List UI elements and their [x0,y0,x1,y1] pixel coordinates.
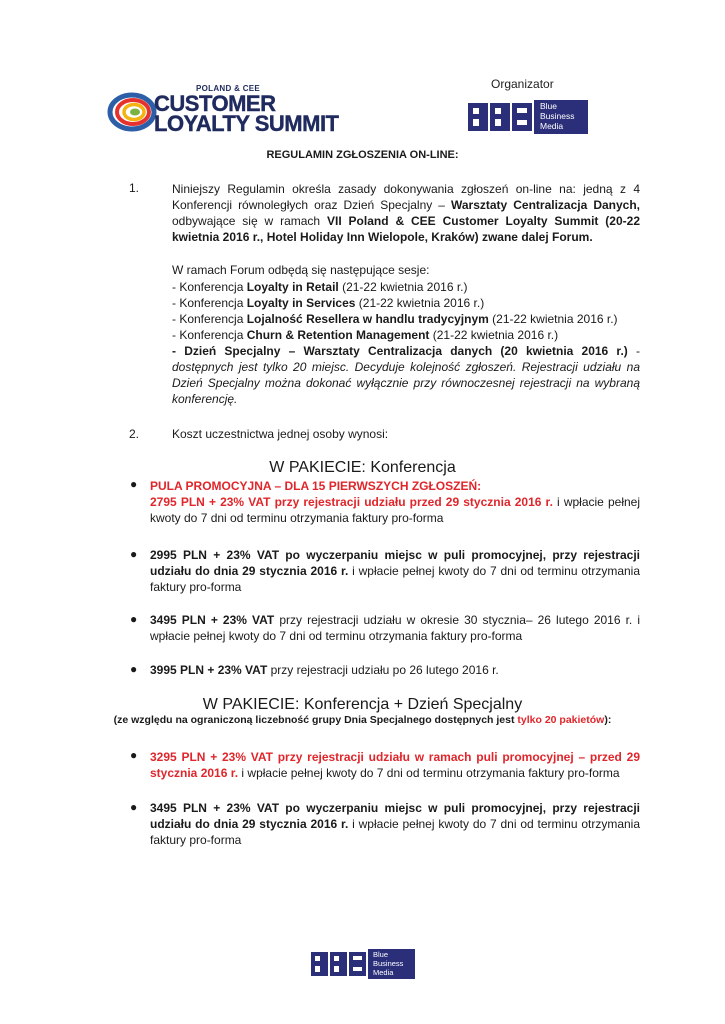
session-item [172,295,640,311]
special-day-item [172,343,640,407]
session-date: (21-22 kwietnia 2016 r.) [429,328,559,342]
session-prefix: - Konferencja [172,328,247,342]
package-2-heading: W PAKIECIE: Konferencja + Dzień Specjalny [202,696,523,713]
session-name: Churn & Retention Management [246,328,430,342]
special-day-note: dostępnych jest tylko 20 miejsc. Decyduje kolejność zgłoszeń. Rejestracji udziału na Dzień Specjalny można dokonać wyłącznie przy równoczesnej rejestracji na wybraną konferencję. [172,360,640,406]
session-date: (21-22 kwietnia 2016 r.) [355,296,485,310]
bbm-logo-line-1: Blue [540,101,558,111]
session-name: Loyalty in Services [246,296,356,310]
p1-text-a: Niniejszy Regulamin określa zasady dokonywania zgłoszeń on-line na: jedną z 4 Konferencji równoległych oraz Dzień Specjalny – [172,182,640,212]
price-terms: i wpłacie pełnej kwoty do 7 dni od terminu otrzymania faktury pro-forma [150,564,641,594]
p1-text-c: odbywające się w ramach [172,214,327,228]
session-date: (21-22 kwietnia 2016 r.) [338,280,468,294]
bbm-logo-line-3: Media [373,968,394,977]
special-day-title: - Dzień Specjalny – Warsztaty Centralizacja danych (20 kwietnia 2016 r.) [172,344,628,358]
price-terms: przy rejestracji udziału w okresie 30 stycznia– 26 lutego 2016 r. i wpłacie pełnej kwoty do 7 dni od terminu otrzymania faktury pro-forma [150,613,640,643]
p1-text-d: VII Poland & CEE Customer Loyalty Summit (20-22 kwietnia 2016 r., Hotel Holiday Inn Wielopole, Kraków) zwane dalej Forum. [172,214,640,244]
section-1-paragraph [172,181,640,245]
section-2-text: Koszt uczestnictwa jednej osoby wynosi: [172,427,389,441]
bullet-icon: ● [130,547,138,561]
note-text-a: (ze względu na ograniczoną liczebność grupy Dnia Specjalnego dostępnych jest [113,714,518,726]
price-highlight: 3995 PLN + 23% VAT [150,663,268,677]
price-terms: przy rejestracji udziału po 26 lutego 2016 r. [267,663,499,677]
p1-text-b: Warsztaty Centralizacja Danych, [450,198,640,212]
price-highlight: 3495 PLN + 23% VAT po wyczerpaniu miejsc w puli promocyjnej, przy rejestracji udziału do dnia 29 stycznia 2016 r. [150,801,640,831]
bbm-logo-line-3: Media [540,121,564,131]
bullet-icon: ● [130,612,138,626]
footer-bbm-logo [310,949,416,979]
price-highlight: 3495 PLN + 23% VAT [150,613,275,627]
session-name: Lojalność Resellera w handlu tradycyjnym [246,312,489,326]
session-prefix: - Konferencja [172,280,247,294]
package-2-item-2 [150,800,640,848]
package-1-heading: W PAKIECIE: Konferencja [269,459,456,476]
session-prefix: - Konferencja [172,312,247,326]
price-terms: i wpłacie pełnej kwoty do 7 dni od terminu otrzymania faktury pro-forma [150,495,640,525]
package-1-item-3 [150,612,640,644]
promo-pool-heading: PULA PROMOCYJNA – DLA 15 PIERWSZYCH ZGŁOSZEŃ: [150,479,482,493]
price-highlight: 3295 PLN + 23% VAT przy rejestracji udziału w ramach puli promocyjnej – przed 29 stycznia 2016 r. [150,750,640,780]
special-day-dash: - [627,344,640,358]
logo-line-2: LOYALTY SUMMIT [154,111,339,136]
section-1-number: 1. [129,181,140,195]
bbm-logo-line-2: Business [373,959,404,968]
package-2-note [0,714,725,726]
note-limit: tylko 20 pakietów [517,714,605,726]
blue-business-media-logo [466,100,590,134]
package-1-item-2 [150,547,640,595]
bullet-icon: ● [130,748,138,762]
note-text-b: ): [604,714,612,726]
price-highlight: 2795 PLN + 23% VAT przy rejestracji udziału przed 29 stycznia 2016 r. [150,495,553,509]
document-title: REGULAMIN ZGŁOSZENIA ON-LINE: [266,149,459,161]
bullet-icon: ● [130,477,138,491]
logo-line-1: CUSTOMER [154,91,276,116]
sessions-intro: W ramach Forum odbędą się następujące sesje: [172,263,430,277]
price-highlight: 2995 PLN + 23% VAT po wyczerpaniu miejsc w puli promocyjnej, przy rejestracji udziału do dnia 29 stycznia 2016 r. [150,548,640,578]
organizer-label: Organizator [491,77,554,91]
package-1-item-4 [150,662,640,678]
price-terms: i wpłacie pełnej kwoty do 7 dni od terminu otrzymania faktury pro-forma [238,766,620,780]
sessions-block [172,262,640,407]
session-date: (21-22 kwietnia 2016 r.) [488,312,618,326]
session-item [172,311,640,327]
package-2-item-1 [150,749,640,781]
bbm-logo-line-1: Blue [373,950,389,959]
bullet-icon: ● [130,800,138,814]
logo-small-text: POLAND & CEE [196,84,261,93]
session-name: Loyalty in Retail [246,280,339,294]
session-prefix: - Konferencja [172,296,247,310]
package-1-item-1 [150,478,640,526]
session-item [172,327,640,343]
session-item [172,279,640,295]
section-2-number: 2. [129,427,140,441]
bbm-logo-line-2: Business [540,111,575,121]
bullet-icon: ● [130,662,138,676]
customer-loyalty-summit-logo [106,82,346,138]
price-terms: i wpłacie pełnej kwoty do 7 dni od terminu otrzymania faktury pro-forma [150,817,641,847]
